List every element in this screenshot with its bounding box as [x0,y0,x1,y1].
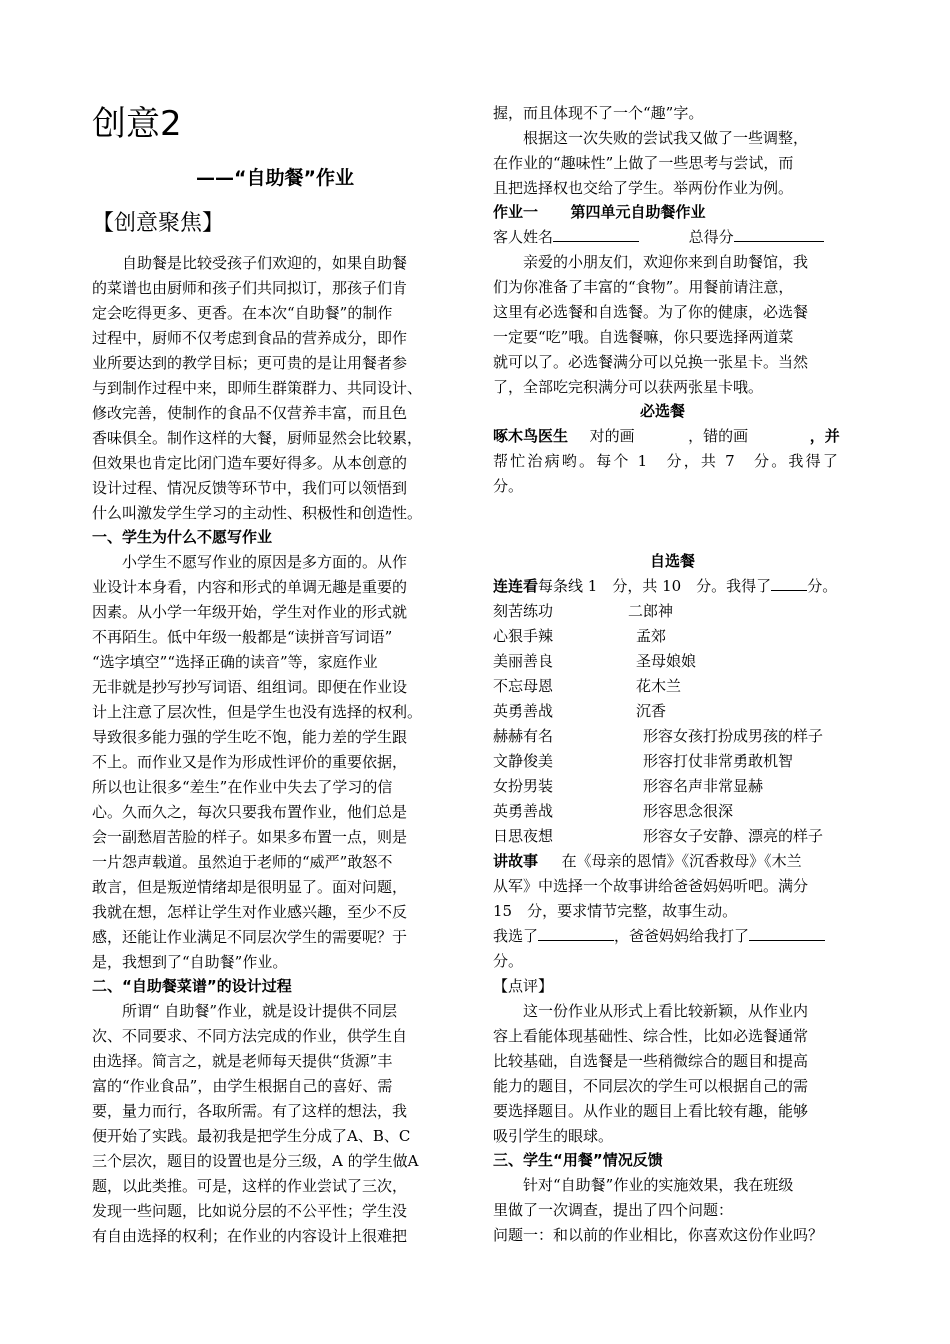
paragraph-line: 了，全部吃完积满分可以获两张星卡哦。 [493,378,764,396]
woodpecker-text-2: ，错的画 [688,427,749,445]
page-title: 创意2 [92,104,182,144]
paragraph-line: 便开始了实践。最初我是把学生分成了A、B、C [92,1127,411,1145]
paragraph-line: 亲爱的小朋友们，欢迎你来到自助餐馆，我 [493,253,809,271]
chose-label: 我选了 [493,927,539,945]
total-score-blank[interactable] [734,225,824,242]
paragraph-line: 因素。从小学一年级开始，学生对作业的形式就 [92,603,408,621]
match-left: 心狠手辣 [493,627,554,645]
match-row [493,749,794,774]
paragraph-line: 这一份作业从形式上看比较新颖，从作业内 [493,1002,809,1020]
paragraph-line: 在作业的“趣味性”上做了一些思考与尝试，而 [493,154,794,172]
paragraph-line: 发现一些问题，比如说分层的不公平性；学生没 [92,1202,408,1220]
paragraph-line: 次、不同要求、不同方法完成的作业，供学生自 [92,1027,408,1045]
guest-name-blank[interactable] [553,225,639,242]
match-left: 赫赫有名 [493,727,554,745]
connect-score-blank[interactable] [771,574,807,591]
paragraph-line: 一定要“吃”哦。自选餐嘛，你只要选择两道菜 [493,328,794,346]
paragraph-line: 所谓“ 自助餐”作业，就是设计提供不同层 [92,1002,398,1020]
paragraph-line: 与到制作过程中来，即师生群策群力、共同设计、 [92,379,423,397]
paragraph-line: 容上看能体现基础性、综合性，比如必选餐通常 [493,1027,809,1045]
paragraph-line: 们为你准备了丰富的“食物”。用餐前请注意， [493,278,794,296]
paragraph-line: 设计过程、情况反馈等环节中，我们可以领悟到 [92,479,408,497]
match-left: 不忘母恩 [493,677,554,695]
woodpecker-line-2: 帮忙治病哟。每个 1 分，共 7 分。我得了 [493,452,841,470]
story-line-3: 15 分，要求情节完整，故事生动。 [493,902,738,920]
paragraph-line: 是，我想到了“自助餐”作业。 [92,953,288,971]
required-meal-heading: 必选餐 [640,402,686,420]
paragraph-line: 无非就是抄写抄写词语、组组词。即便在作业设 [92,678,408,696]
match-row [493,799,734,824]
woodpecker-line-3: 分。 [493,477,524,495]
parents-score-blank[interactable] [749,924,825,941]
guest-score-row [493,225,824,250]
match-left: 美丽善良 [493,652,554,670]
paragraph-line: 由选择。简言之，就是老师每天提供“货源”丰 [92,1052,393,1070]
paragraph-line: 不上。而作业又是作为形成性评价的重要依据， [92,753,408,771]
connect-row [493,574,837,599]
match-right: 形容女子安静、漂亮的样子 [643,827,824,845]
paragraph-line: 业设计本身看，内容和形式的单调无趣是重要的 [92,578,408,596]
match-left: 刻苦练功 [493,602,554,620]
match-right: 圣母娘娘 [636,652,697,670]
connect-label: 连连看 [493,577,539,595]
paragraph-line: 题，以此类推。可是，这样的作业尝试了三次， [92,1177,408,1195]
paragraph-line: 敢言，但是叛逆情绪却是很明显了。面对问题， [92,878,408,896]
paragraph-line: 握，而且体现不了一个“趣”字。 [493,104,704,122]
woodpecker-label: 啄木鸟医生 [493,427,569,445]
paragraph-line: 业所要达到的教学目标；更可贵的是让用餐者参 [92,354,408,372]
connect-text: 每条线 1 分，共 10 分。我得了 [538,577,772,595]
paragraph-line: 所以也让很多“差生”在作业中失去了学习的信 [92,778,393,796]
match-row [493,674,682,699]
homework-title: 第四单元自助餐作业 [570,203,706,221]
match-row [493,599,674,624]
match-row [493,724,824,749]
paragraph-line: 比较基础，自选餐是一些稍微综合的题目和提高 [493,1052,809,1070]
paragraph-line: 导致很多能力强的学生吃不饱，能力差的学生跟 [92,728,408,746]
paragraph-line: 但效果也肯定比闭门造车要好得多。从本创意的 [92,454,408,472]
paragraph-line: 过程中，厨师不仅考虑到食品的营养成分，即作 [92,329,408,347]
paragraph-line: 的菜谱也由厨师和孩子们共同拟订，那孩子们肯 [92,279,408,297]
paragraph-line: 不再陌生。低中年级一般都是“读拼音写词语” [92,628,393,646]
total-score-label: 总得分 [688,228,734,246]
section-heading-3: 三、学生“用餐”情况反馈 [493,1151,663,1169]
paragraph-line: 修改完善，使制作的食品不仅营养丰富，而且色 [92,404,408,422]
match-left: 英勇善战 [493,702,554,720]
paragraph-line: “选字填空”“选择正确的读音”等，家庭作业 [92,653,378,671]
woodpecker-text-1: 对的画 [589,427,635,445]
paragraph-line: 且把选择权也交给了学生。举两份作业为例。 [493,179,794,197]
section-focus-heading: 【创意聚焦】 [92,211,225,236]
match-right: 孟郊 [636,627,667,645]
section-heading-1: 一、学生为什么不愿写作业 [92,528,273,546]
match-right: 花木兰 [636,677,682,695]
paragraph-line: 一片怨声载道。虽然迫于老师的“威严”敢怒不 [92,853,393,871]
match-row [493,699,667,724]
story-label: 讲故事 [493,852,539,870]
paragraph-line: 什么叫激发学生学习的主动性、积极性和创造性。 [92,504,423,522]
paragraph-line: 能力的题目，不同层次的学生可以根据自己的需 [493,1077,809,1095]
match-left: 日思夜想 [493,827,554,845]
paragraph-line: 定会吃得更多、更香。在本次“自助餐”的制作 [92,304,393,322]
page-subtitle: ——“自助餐”作业 [196,167,354,189]
match-right: 沉香 [636,702,667,720]
match-right: 二郎神 [628,602,674,620]
match-right: 形容打仗非常勇敢机智 [643,752,794,770]
story-text-1: 在《母亲的恩情》《沉香救母》《木兰 [561,852,802,870]
homework-label: 作业一 [493,203,539,221]
paragraph-line: 根据这一次失败的尝试我又做了一些调整， [493,129,809,147]
match-row [493,774,764,799]
guest-name-label: 客人姓名 [493,228,554,246]
match-right: 形容女孩打扮成男孩的样子 [643,727,824,745]
homework-title-row [493,200,706,225]
paragraph-line: 计上注意了层次性，但是学生也没有选择的权利。 [92,703,423,721]
woodpecker-row [493,424,840,449]
match-row [493,649,697,674]
story-line-2: 从军》中选择一个故事讲给爸爸妈妈听吧。满分 [493,877,809,895]
woodpecker-text-3: ，并 [809,427,840,445]
paragraph-line: 感，还能让作业满足不同层次学生的需要呢？于 [92,928,408,946]
paragraph-line: 问题一：和以前的作业相比，你喜欢这份作业吗？ [493,1226,824,1244]
chosen-story-row [493,924,825,949]
match-right: 形容思念很深 [643,802,734,820]
paragraph-line: 三个层次，题目的设置也是分三级，A 的学生做A [92,1152,419,1170]
paragraph-line: 针对“自助餐”作业的实施效果，我在班级 [493,1176,794,1194]
section-heading-2: 二、“自助餐菜谱”的设计过程 [92,977,292,995]
match-row [493,624,667,649]
paragraph-line: 富的“作业食品”，由学生根据自己的喜好、需 [92,1077,393,1095]
paragraph-line: 吸引学生的眼球。 [493,1127,614,1145]
parents-score-label: ，爸爸妈妈给我打了 [614,927,750,945]
paragraph-line: 里做了一次调查，提出了四个问题： [493,1201,734,1219]
paragraph-line: 有自由选择的权利；在作业的内容设计上很难把 [92,1227,408,1245]
match-right: 形容名声非常显赫 [643,777,764,795]
match-left: 英勇善战 [493,802,554,820]
match-row [493,824,824,849]
match-left: 文静俊美 [493,752,554,770]
connect-tail: 分。 [807,577,838,595]
comment-label: 【点评】 [493,977,554,995]
paragraph-line: 自助餐是比较受孩子们欢迎的，如果自助餐 [92,254,408,272]
paragraph-line: 会一副愁眉苦脸的样子。如果多布置一点，则是 [92,828,408,846]
paragraph-line: 就可以了。必选餐满分可以兑换一张星卡。当然 [493,353,809,371]
paragraph-line: 这里有必选餐和自选餐。为了你的健康，必选餐 [493,303,809,321]
optional-meal-heading: 自选餐 [650,552,696,570]
paragraph-line: 小学生不愿写作业的原因是多方面的。从作 [92,553,408,571]
paragraph-line: 我就在想，怎样让学生对作业感兴趣，至少不反 [92,903,408,921]
score-tail: 分。 [493,952,524,970]
paragraph-line: 要选择题目。从作业的题目上看比较有趣，能够 [493,1102,809,1120]
paragraph-line: 要，量力而行，各取所需。有了这样的想法，我 [92,1102,408,1120]
paragraph-line: 香味俱全。制作这样的大餐，厨师显然会比较累， [92,429,423,447]
story-row [493,849,802,874]
chosen-story-blank[interactable] [538,924,614,941]
paragraph-line: 心。久而久之，每次只要我布置作业，他们总是 [92,803,408,821]
match-left: 女扮男装 [493,777,554,795]
